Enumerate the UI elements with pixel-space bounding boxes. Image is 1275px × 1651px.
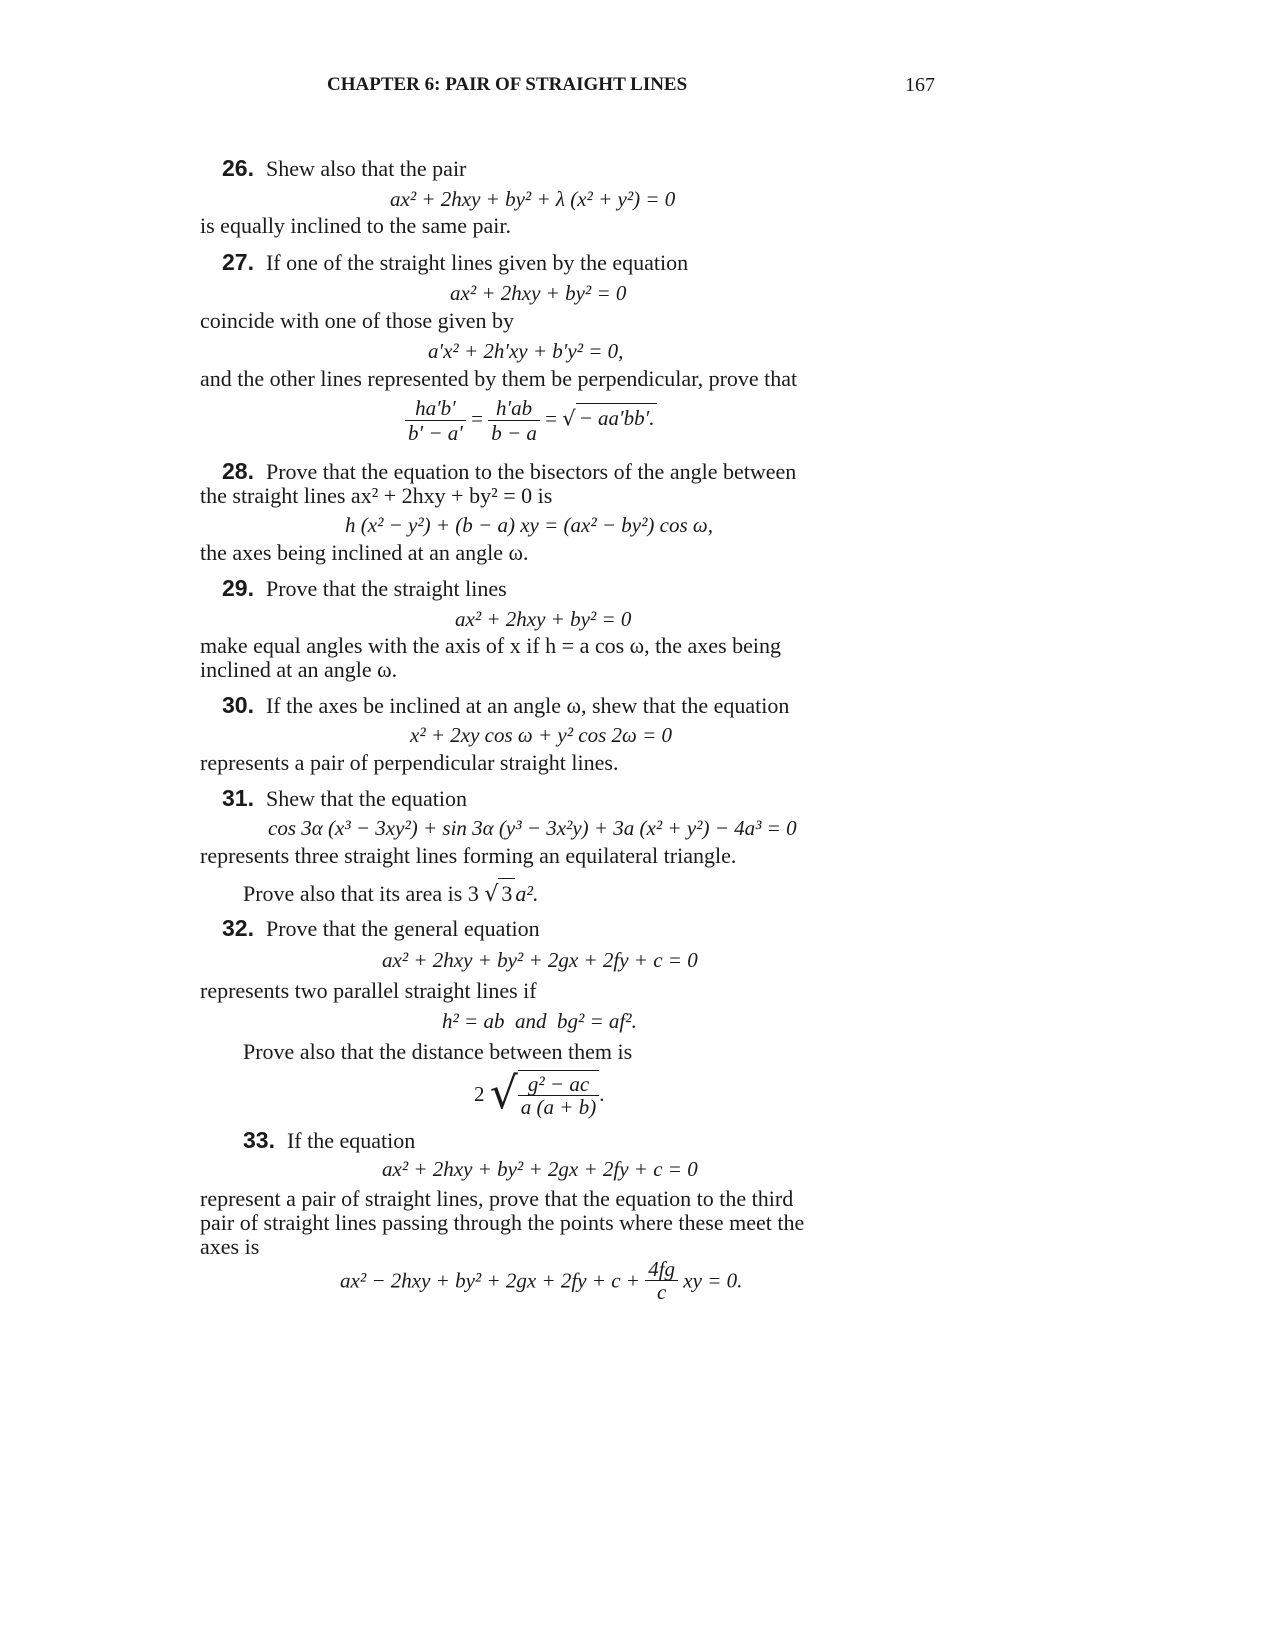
- problem-text: Prove also that its area is 3: [243, 881, 485, 906]
- numerator: h′ab: [495, 396, 533, 420]
- problem-text: the straight lines ax² + 2hxy + by² = 0 is: [200, 483, 553, 508]
- numerator: ha′b′: [415, 396, 456, 420]
- radical-sign: √: [562, 406, 576, 431]
- page-number: 167: [905, 74, 935, 96]
- coefficient: 2: [474, 1082, 485, 1106]
- problem-text: and the other lines represented by them be perpendicular, prove that: [200, 366, 798, 391]
- problem-text: Shew that the equation: [265, 786, 467, 811]
- problem-30-intro: [222, 692, 789, 719]
- equation: cos 3α (x³ − 3xy²) + sin 3α (y³ − 3x²y) + 3a (x² + y²) − 4a³ = 0: [268, 816, 797, 840]
- distance-formula: [474, 1070, 604, 1118]
- problem-text: Prove that the straight lines: [265, 576, 507, 601]
- problem-number: 33.: [243, 1127, 275, 1153]
- problem-text: axes is: [200, 1234, 260, 1259]
- problem-text: represents two parallel straight lines if: [200, 978, 537, 1003]
- problem-number: 32.: [222, 915, 254, 941]
- punctuation: .: [599, 1082, 605, 1106]
- equation-part: xy = 0.: [683, 1268, 743, 1293]
- numerator: g² − ac: [527, 1072, 590, 1096]
- problem-number: 29.: [222, 575, 254, 601]
- denominator: a (a + b): [518, 1095, 599, 1118]
- radicand: − aa′bb′.: [576, 403, 658, 430]
- problem-text: If the equation: [286, 1128, 416, 1153]
- problem-text: inclined at an angle ω.: [200, 657, 398, 682]
- condition-equation: h² = ab and bg² = af².: [442, 1009, 637, 1033]
- radical-sign: √: [484, 882, 499, 907]
- problem-text: the axes being inclined at an angle ω.: [200, 540, 529, 565]
- problem-text: represents three straight lines forming an equilateral triangle.: [200, 843, 737, 868]
- problem-number: 30.: [222, 692, 254, 718]
- problem-26-intro: [222, 155, 466, 182]
- denominator: b′ − a′: [405, 420, 466, 445]
- radical-sign: √: [489, 1068, 518, 1119]
- problem-text: represents a pair of perpendicular straight lines.: [200, 750, 619, 775]
- equation: h (x² − y²) + (b − a) xy = (ax² − by²) cos ω,: [345, 513, 713, 537]
- fraction: [645, 1258, 678, 1303]
- third-pair-equation: [340, 1258, 742, 1303]
- equation-part: ax² − 2hxy + by² + 2gx + 2fy + c +: [340, 1268, 640, 1293]
- problem-text: Shew also that the pair: [265, 156, 467, 181]
- equation: ax² + 2hxy + by² = 0: [455, 607, 632, 631]
- fraction: [488, 396, 540, 445]
- equation: ax² + 2hxy + by² + λ (x² + y²) = 0: [390, 187, 676, 211]
- problem-text: represent a pair of straight lines, prove that the equation to the third: [200, 1186, 794, 1211]
- fraction-equation: $\frac{ha'b'}{b' - a'}$ = $\frac{h'ab}{b - a}$ = √ − aa′bb′.: [405, 396, 657, 445]
- page-header: [200, 70, 935, 100]
- problem-text: make equal angles with the axis of x if h = a cos ω, the axes being: [200, 633, 782, 658]
- equation: ax² + 2hxy + by² + 2gx + 2fy + c = 0: [382, 948, 698, 972]
- problem-33-intro: [243, 1127, 415, 1154]
- problem-29-intro: [222, 575, 507, 602]
- fraction: [518, 1070, 599, 1118]
- problem-28-intro: [222, 458, 796, 485]
- problem-text: Prove that the equation to the bisectors of the angle between: [265, 459, 797, 484]
- problem-number: 28.: [222, 458, 254, 484]
- problem-number: 27.: [222, 249, 254, 275]
- denominator: b − a: [488, 420, 540, 445]
- problem-text: a².: [515, 881, 539, 906]
- problem-31-intro: [222, 785, 467, 812]
- equation: ax² + 2hxy + by² = 0: [450, 281, 627, 305]
- equation: x² + 2xy cos ω + y² cos 2ω = 0: [410, 723, 673, 747]
- equation: a′x² + 2h′xy + b′y² = 0,: [428, 339, 624, 363]
- problem-text: is equally inclined to the same pair.: [200, 213, 511, 238]
- problem-text: If the axes be inclined at an angle ω, shew that the equation: [265, 693, 790, 718]
- problem-number: 26.: [222, 155, 254, 181]
- problem-text: If one of the straight lines given by the equation: [265, 250, 689, 275]
- numerator: 4fg: [648, 1257, 676, 1281]
- problem-text: Prove that the general equation: [265, 916, 540, 941]
- area-statement: [243, 878, 538, 908]
- denominator: c: [645, 1280, 678, 1303]
- equation: ax² + 2hxy + by² + 2gx + 2fy + c = 0: [382, 1157, 698, 1181]
- chapter-title: CHAPTER 6: PAIR OF STRAIGHT LINES: [327, 74, 688, 95]
- fraction: [405, 396, 466, 445]
- problem-text: coincide with one of those given by: [200, 308, 515, 333]
- radicand: 3: [498, 878, 515, 907]
- problem-text: Prove also that the distance between them is: [243, 1039, 633, 1064]
- problem-number: 31.: [222, 785, 254, 811]
- problem-27-intro: [222, 249, 688, 276]
- problem-text: pair of straight lines passing through the points where these meet the: [200, 1210, 805, 1235]
- problem-32-intro: [222, 915, 540, 942]
